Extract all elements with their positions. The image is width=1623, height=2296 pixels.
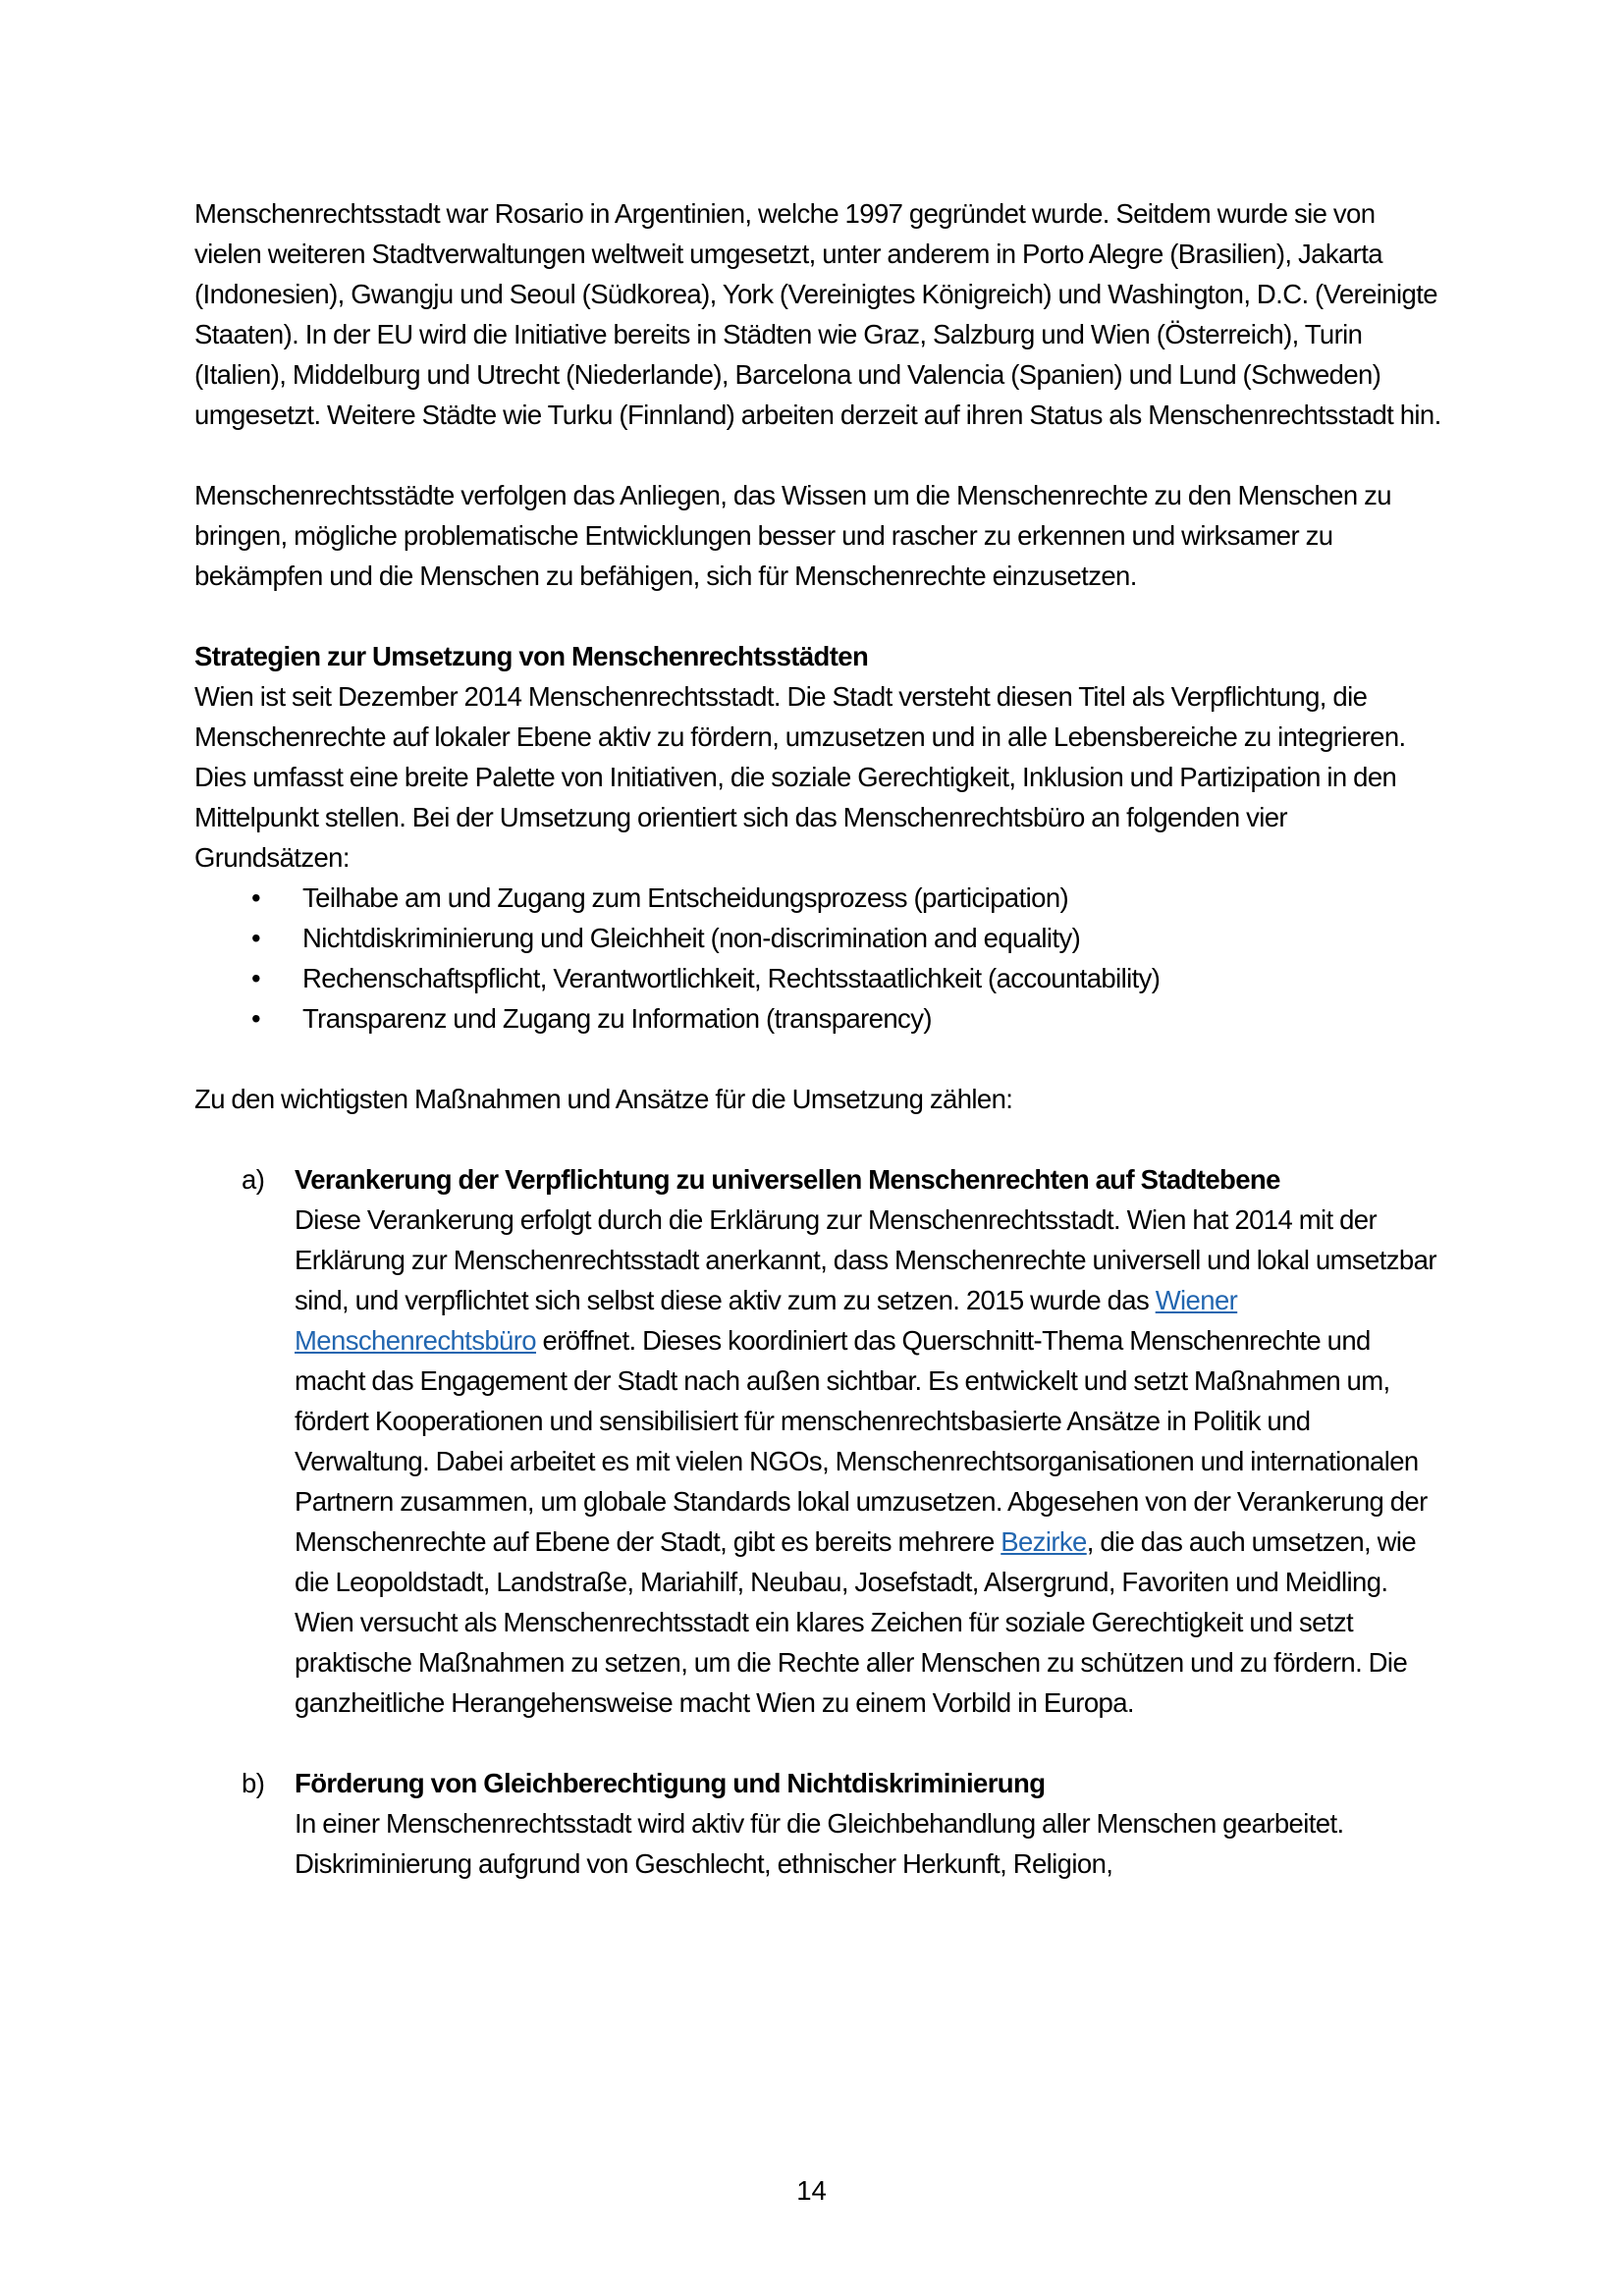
measure-title: Verankerung der Verpflichtung zu universellen Menschenrechten auf Stadtebene	[295, 1164, 1280, 1195]
link-wiener-menschenrechtsbuero[interactable]: Wiener Menschenrechtsbüro	[295, 1285, 1238, 1356]
list-marker: b)	[242, 1768, 265, 1798]
measure-item-b	[194, 1763, 1441, 1884]
bullet-icon: •	[251, 1003, 261, 1034]
list-item: • Rechenschaftspflicht, Verantwortlichkeit, Rechtsstaatlichkeit (accountability)	[194, 958, 1441, 998]
bullet-icon: •	[251, 882, 261, 913]
list-item: • Nichtdiskriminierung und Gleichheit (non-discrimination and equality)	[194, 918, 1441, 958]
measures-list	[194, 1159, 1441, 1884]
gap	[194, 1723, 1441, 1763]
goals-paragraph: Menschenrechtsstädte verfolgen das Anliegen, das Wissen um die Menschenrechte zu den Menschen zu bringen, mögliche problematische Entwicklungen besser und rascher zu erkennen und wirksamer zu bekämpfen und die Menschen zu befähigen, sich für Menschenrechte einzusetzen.	[194, 480, 1391, 591]
measure-body: In einer Menschenrechtsstadt wird aktiv für die Gleichbehandlung aller Menschen gearbeitet. Diskriminierung aufgrund von Geschlecht, ethnischer Herkunft, Religion,	[295, 1808, 1344, 1879]
measure-item-a	[194, 1159, 1441, 1723]
bullet-icon: •	[251, 963, 261, 993]
measure-body: Diese Verankerung erfolgt durch die Erklärung zur Menschenrechtsstadt. Wien hat 2014 mit der Erklärung zur Menschenrechtsstadt anerkannt, dass Menschenrechte universell und lokal umsetzbar sind, und verpflichtet sich selbst diese aktiv zum zu setzen. 2015 wurde das Wiener Menschenrechtsbüro eröffnet. Dieses koordiniert das Querschnitt-Thema Menschenrechte und macht das Engagement der Stadt nach außen sichtbar. Es entwickelt und setzt Maßnahmen um, fördert Kooperationen und sensibilisiert für menschenrechtsbasierte Ansätze in Politik und Verwaltung. Dabei arbeitet es mit vielen NGOs, Menschenrechtsorganisationen und internationalen Partnern zusammen, um globale Standards lokal umzusetzen. Abgesehen von der Verankerung der Menschenrechte auf Ebene der Stadt, gibt es bereits mehrere Bezirke, die das auch umsetzen, wie die Leopoldstadt, Landstraße, Mariahilf, Neubau, Josefstadt, Alsergrund, Favoriten und Meidling. Wien versucht als Menschenrechtsstadt ein klares Zeichen für soziale Gerechtigkeit und setzt praktische Maßnahmen zu setzen, um die Rechte aller Menschen zu schützen und zu fördern. Die ganzheitliche Herangehensweise macht Wien zu einem Vorbild in Europa.	[295, 1204, 1436, 1718]
section-heading: Strategien zur Umsetzung von Menschenrechtsstädten	[194, 641, 869, 671]
link-bezirke[interactable]: Bezirke	[1001, 1526, 1087, 1557]
intro-paragraph: Menschenrechtsstadt war Rosario in Argentinien, welche 1997 gegründet wurde. Seitdem wurde sie von vielen weiteren Stadtverwaltungen weltweit umgesetzt, unter anderem in Porto Alegre (Brasilien), Jakarta (Indonesien), Gwangju und Seoul (Südkorea), York (Vereinigtes Königreich) und Washington, D.C. (Vereinigte Staaten). In der EU wird die Initiative bereits in Städten wie Graz, Salzburg und Wien (Österreich), Turin (Italien), Middelburg und Utrecht (Niederlande), Barcelona und Valencia (Spanien) und Lund (Schweden) umgesetzt. Weitere Städte wie Turku (Finnland) arbeiten derzeit auf ihren Status als Menschenrechtsstadt hin.	[194, 198, 1441, 430]
measures-intro: Zu den wichtigsten Maßnahmen und Ansätze für die Umsetzung zählen:	[194, 1084, 1013, 1114]
principles-list	[194, 878, 1441, 1039]
bullet-icon: •	[251, 923, 261, 953]
page-number: 14	[796, 2175, 827, 2206]
section-paragraph: Wien ist seit Dezember 2014 Menschenrechtsstadt. Die Stadt versteht diesen Titel als Verpflichtung, die Menschenrechte auf lokaler Ebene aktiv zu fördern, umzusetzen und in alle Lebensbereiche zu integrieren. Dies umfasst eine breite Palette von Initiativen, die soziale Gerechtigkeit, Inklusion und Partizipation in den Mittelpunkt stellen. Bei der Umsetzung orientiert sich das Menschenrechtsbüro an folgenden vier Grundsätzen:	[194, 681, 1406, 873]
list-marker: a)	[242, 1164, 265, 1195]
list-item: • Transparenz und Zugang zu Information (transparency)	[194, 998, 1441, 1039]
document-page	[194, 193, 1441, 1884]
measure-title: Förderung von Gleichberechtigung und Nichtdiskriminierung	[295, 1768, 1046, 1798]
list-item: • Teilhabe am und Zugang zum Entscheidungsprozess (participation)	[194, 878, 1441, 918]
